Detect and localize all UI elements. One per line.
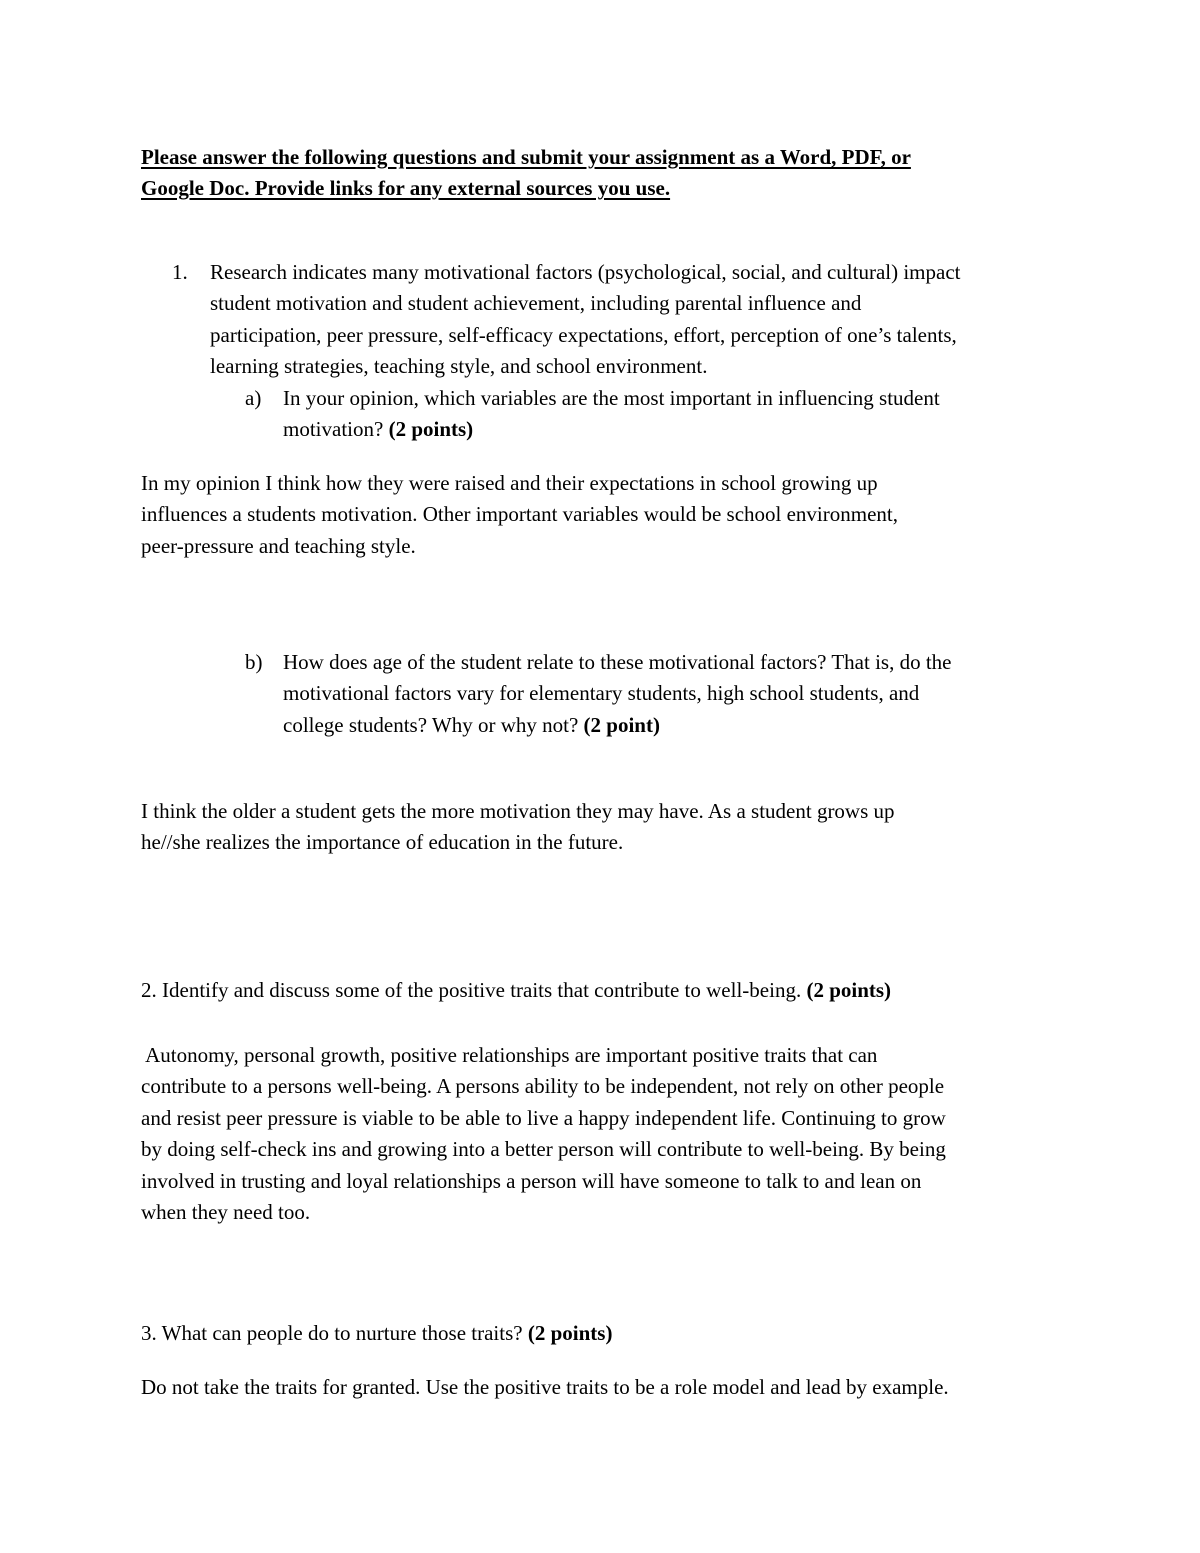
q3-question-text: 3. What can people do to nurture those traits? [141,1321,528,1345]
q1b-points: (2 point) [583,713,660,737]
q2-answer-line-3: and resist peer pressure is viable to be able to live a happy independent life. Continuing to grow [141,1106,946,1130]
q1a-line-1: In your opinion, which variables are the most important in influencing student [283,386,940,410]
q2-answer-line-5: involved in trusting and loyal relationships a person will have someone to talk to and lean on [141,1169,922,1193]
q1a-answer-line-3: peer-pressure and teaching style. [141,534,416,558]
q1a-answer-line-2: influences a students motivation. Other important variables would be school environment, [141,502,898,526]
q1a-line-2-text: motivation? [283,417,389,441]
q3-points: (2 points) [527,1321,613,1345]
q1b-marker: b) [245,650,263,674]
q1b-answer-line-1: I think the older a student gets the more motivation they may have. As a student grows up [141,799,895,823]
q1b-line-3-text: college students? Why or why not? [283,713,584,737]
q1-line-3: participation, peer pressure, self-efficacy expectations, effort, perception of one’s talents, [210,323,957,347]
q3-question [141,1318,612,1350]
q1-line-1: Research indicates many motivational factors (psychological, social, and cultural) impact [210,260,961,284]
instructions-line-2: Google Doc. Provide links for any external sources you use. [141,176,671,200]
q1-line-4: learning strategies, teaching style, and school environment. [210,354,708,378]
q1b-line-3 [283,710,660,742]
q1b-line-2: motivational factors vary for elementary students, high school students, and [283,681,920,705]
q1b-line-1: How does age of the student relate to these motivational factors? That is, do the [283,650,952,674]
q2-points: (2 points) [806,978,892,1002]
q1a-points: (2 points) [388,417,474,441]
q1a-marker: a) [245,386,262,410]
instructions-line-1: Please answer the following questions and submit your assignment as a Word, PDF, or [141,145,911,169]
q2-answer-line-2: contribute to a persons well-being. A persons ability to be independent, not rely on other people [141,1074,945,1098]
q2-question-text: 2. Identify and discuss some of the positive traits that contribute to well-being. [141,978,807,1002]
q2-answer-line-1: Autonomy, personal growth, positive relationships are important positive traits that can [141,1043,878,1067]
q2-answer-line-4: by doing self-check ins and growing into a better person will contribute to well-being. By being [141,1137,946,1161]
q1a-answer-line-1: In my opinion I think how they were raised and their expectations in school growing up [141,471,878,495]
q1-number: 1. [172,260,188,284]
q1-line-2: student motivation and student achievement, including parental influence and [210,291,862,315]
q1b-answer-line-2: he//she realizes the importance of education in the future. [141,830,624,854]
q2-answer-line-6: when they need too. [141,1200,311,1224]
q2-question [141,975,891,1007]
q3-answer: Do not take the traits for granted. Use the positive traits to be a role model and lead by example. [141,1375,949,1399]
q1a-line-2 [283,414,473,446]
